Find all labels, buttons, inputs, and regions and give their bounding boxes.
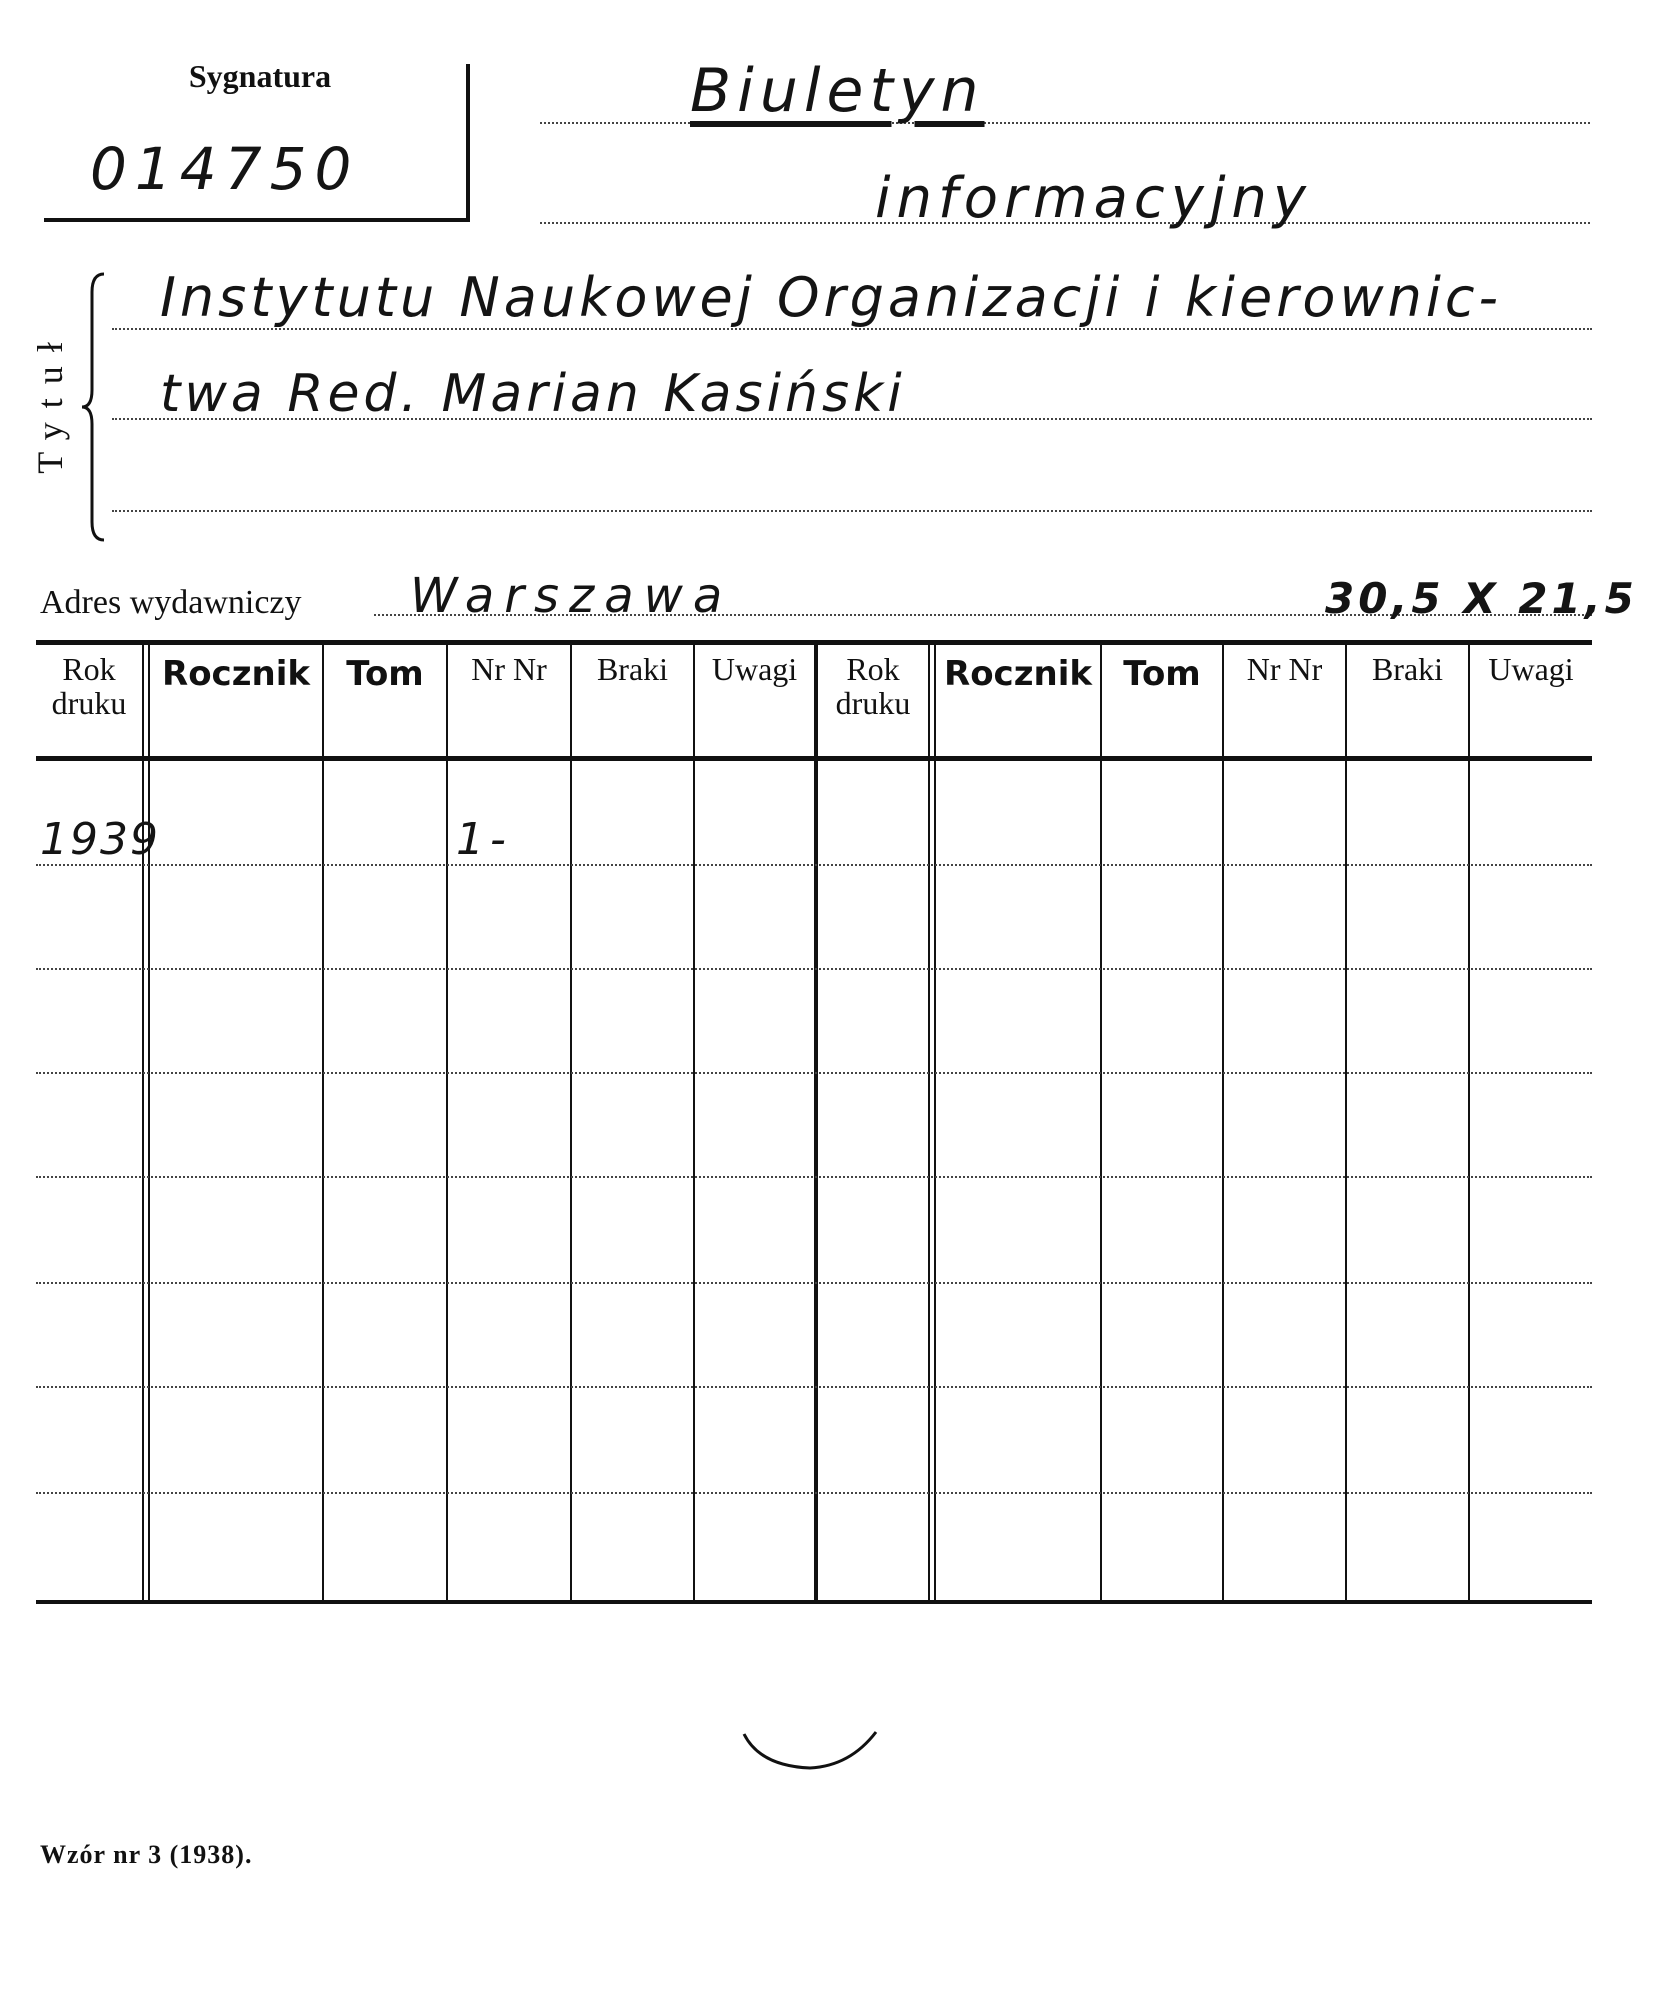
sygnatura-label: Sygnatura	[188, 58, 332, 94]
col-sep-middle	[814, 645, 818, 1600]
col-header-uwagi: Uwagi	[711, 651, 798, 687]
col-header-rok-druku: Rok druku	[51, 651, 127, 721]
tytul-line-2: twa Red. Marian Kasiński	[160, 364, 906, 424]
col-sep-11	[1468, 645, 1470, 1600]
col-sep-3	[446, 645, 448, 1600]
col-sep-5	[693, 645, 695, 1600]
form-number: Wzór nr 3 (1938).	[40, 1840, 253, 1869]
row-line-7	[36, 1492, 1592, 1494]
row-line-4	[36, 1176, 1592, 1178]
tytul-label: Tytuł	[30, 328, 70, 474]
col-header-rok-druku-2: Rok druku	[835, 651, 911, 721]
tytul-dotline-3	[112, 510, 1592, 512]
col-sep-7a	[928, 645, 930, 1600]
table-cell-rok-druku: 1939	[40, 814, 160, 865]
table-cell-nrnr: 1-	[456, 814, 512, 865]
col-header-tom: Tom	[346, 654, 424, 694]
col-sep-1a	[142, 645, 144, 1600]
col-sep-1b	[148, 645, 150, 1600]
col-header-rocznik-2: Rocznik	[944, 654, 1092, 694]
adres-label: Adres wydawniczy	[40, 584, 302, 621]
row-line-3	[36, 1072, 1592, 1074]
sygnatura-divider	[466, 64, 470, 222]
row-line-2	[36, 968, 1592, 970]
row-line-5	[36, 1282, 1592, 1284]
table-bottom-rule	[36, 1600, 1592, 1604]
col-sep-7b	[934, 645, 936, 1600]
col-sep-8	[1100, 645, 1102, 1600]
col-header-braki-2: Braki	[1371, 651, 1444, 687]
col-header-uwagi-2: Uwagi	[1488, 651, 1574, 687]
col-header-nrnr-2: Nr Nr	[1246, 651, 1323, 687]
adres-value: Warszawa	[410, 568, 733, 624]
tytul-brace-icon	[80, 272, 110, 542]
col-sep-10	[1345, 645, 1347, 1600]
decorative-arc-mark	[740, 1726, 880, 1786]
sygnatura-value: 014750	[90, 135, 360, 203]
row-line-1	[36, 864, 1592, 866]
sygnatura-underline	[44, 218, 469, 222]
row-line-6	[36, 1386, 1592, 1388]
title-line-2: informacyjny	[875, 166, 1313, 231]
col-header-nrnr: Nr Nr	[471, 651, 547, 687]
col-sep-9	[1222, 645, 1224, 1600]
col-sep-2	[322, 645, 324, 1600]
title-line-1: Biuletyn	[690, 56, 985, 126]
col-sep-4	[570, 645, 572, 1600]
col-header-tom-2: Tom	[1123, 654, 1201, 694]
col-header-rocznik: Rocznik	[162, 654, 310, 694]
dimensions-value: 30,5 X 21,5	[1325, 574, 1638, 623]
tytul-line-1: Instytutu Naukowej Organizacji i kierownic-	[160, 266, 1503, 329]
col-header-braki: Braki	[596, 651, 669, 687]
